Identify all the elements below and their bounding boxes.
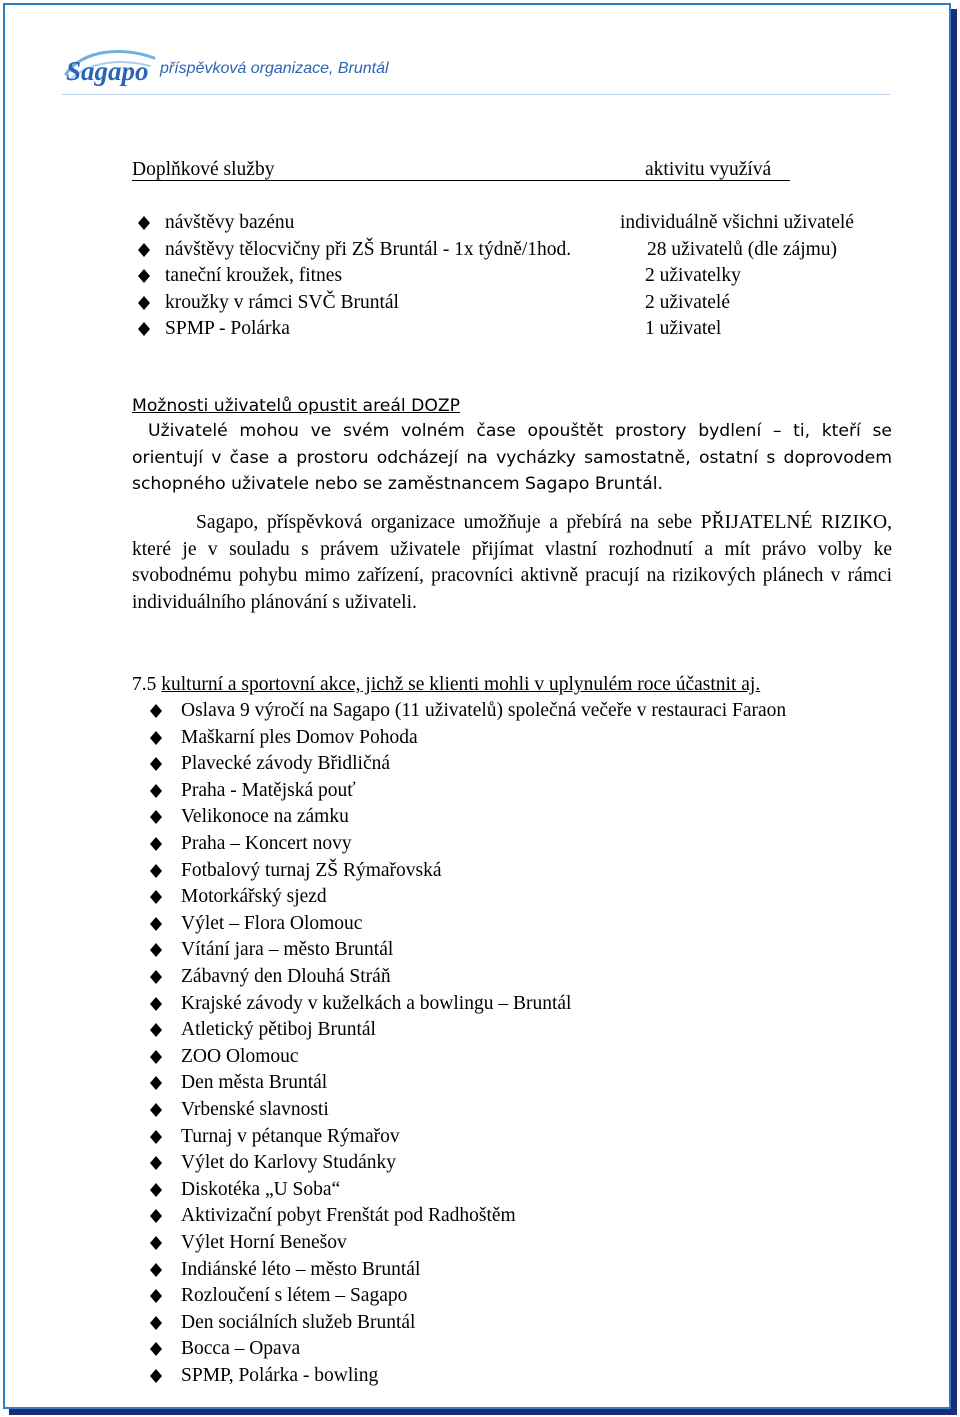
bullet-icon bbox=[138, 322, 150, 336]
page-shadow-right bbox=[951, 9, 957, 1415]
bullet-icon bbox=[150, 997, 162, 1011]
services-header-underline bbox=[132, 180, 790, 181]
event-item: Fotbalový turnaj ZŠ Rýmařovská bbox=[181, 859, 442, 881]
bullet-icon bbox=[150, 1076, 162, 1090]
bullet-icon bbox=[150, 757, 162, 771]
risk-paragraph: Sagapo, příspěvková organizace umožňuje a přebírá na sebe PŘIJATELNÉ RIZIKO, které je v souladu s právem uživatele přijímat vlastní rozhodnutí a mít právo volby ke svobodnému pohybu mimo zařízení, pracovníci aktivně pracují na rizikových plánech v rámci individuálního plánování s uživateli. bbox=[132, 512, 892, 613]
event-item: Bocca – Opava bbox=[181, 1338, 301, 1360]
bullet-icon bbox=[150, 784, 162, 798]
service-usage: 2 uživatelky bbox=[645, 265, 741, 286]
bullet-icon bbox=[150, 943, 162, 957]
bullet-icon bbox=[150, 1289, 162, 1303]
bullet-icon bbox=[150, 1369, 162, 1383]
services-title: Doplňkové služby bbox=[132, 159, 275, 180]
service-usage: 28 uživatelů (dle zájmu) bbox=[647, 238, 838, 260]
bullet-icon bbox=[150, 810, 162, 824]
service-name: SPMP - Polárka bbox=[165, 318, 290, 339]
bullet-icon bbox=[150, 970, 162, 984]
bullet-icon bbox=[150, 1316, 162, 1330]
bullet-icon bbox=[138, 243, 150, 257]
bullet-icon bbox=[150, 731, 162, 745]
service-name: kroužky v rámci SVČ Bruntál bbox=[165, 291, 399, 313]
events-number: 7.5 bbox=[132, 674, 157, 695]
bullet-icon bbox=[138, 269, 150, 283]
bullet-icon bbox=[150, 1342, 162, 1356]
events-title: kulturní a sportovní akce, jichž se klienti mohli v uplynulém roce účastnit aj. bbox=[161, 674, 761, 695]
event-item: Praha - Matějská pouť bbox=[181, 779, 356, 801]
event-item: Výlet do Karlovy Studánky bbox=[181, 1152, 397, 1174]
service-usage: 1 uživatel bbox=[645, 318, 722, 339]
event-item: Den města Bruntál bbox=[181, 1072, 328, 1094]
service-name: návštěvy tělocvičny při ZŠ Bruntál - 1x týdně/1hod. bbox=[165, 238, 572, 260]
event-item: Den sociálních služeb Bruntál bbox=[181, 1311, 416, 1333]
bullet-icon bbox=[150, 1103, 162, 1117]
event-item: SPMP, Polárka - bowling bbox=[181, 1365, 379, 1386]
header-subtitle: příspěvková organizace, Bruntál bbox=[160, 60, 389, 77]
event-item: Výlet Horní Benešov bbox=[181, 1232, 347, 1253]
event-item: Diskotéka „U Soba“ bbox=[181, 1178, 341, 1200]
event-item: Motorkářský sjezd bbox=[181, 886, 327, 908]
event-item: Výlet – Flora Olomouc bbox=[181, 912, 363, 934]
bullet-icon bbox=[150, 1183, 162, 1197]
bullet-icon bbox=[150, 917, 162, 931]
event-item: Velikonoce na zámku bbox=[181, 806, 349, 828]
event-item: Zábavný den Dlouhá Stráň bbox=[181, 966, 391, 987]
event-item: Rozloučení s létem – Sagapo bbox=[181, 1285, 408, 1307]
bullet-icon bbox=[138, 216, 150, 230]
event-item: Atletický pětiboj Bruntál bbox=[181, 1019, 376, 1041]
bullet-icon bbox=[150, 1130, 162, 1144]
event-item: Aktivizační pobyt Frenštát pod Radhoštěm bbox=[181, 1205, 516, 1227]
bullet-icon bbox=[150, 1023, 162, 1037]
service-usage: 2 uživatelé bbox=[645, 291, 730, 313]
header-rule bbox=[62, 94, 890, 95]
event-item: Krajské závody v kuželkách a bowlingu – Bruntál bbox=[181, 992, 572, 1014]
service-usage: individuálně všichni uživatelé bbox=[620, 212, 854, 233]
events-heading bbox=[132, 674, 760, 696]
bullet-icon bbox=[150, 1263, 162, 1277]
bullet-icon bbox=[150, 890, 162, 904]
bullet-icon bbox=[150, 837, 162, 851]
event-item: Maškarní ples Domov Pohoda bbox=[181, 726, 418, 748]
event-item: Vrbenské slavnosti bbox=[181, 1099, 329, 1120]
service-name: taneční kroužek, fitnes bbox=[165, 265, 343, 286]
page-shadow-bottom bbox=[9, 1409, 957, 1415]
service-name: návštěvy bazénu bbox=[165, 212, 295, 233]
leaving-paragraph: Uživatelé mohou ve svém volném čase opouštět prostory bydlení – ti, kteří se orientují v čase a prostoru odcházejí na vycházky samostatně, ostatní s doprovodem schopného uživatele nebo se zaměstnancem Sagapo Bruntál. bbox=[132, 421, 892, 494]
bullet-icon bbox=[138, 296, 150, 310]
event-item: Oslava 9 výročí na Sagapo (11 uživatelů) společná večeře v restauraci Faraon bbox=[181, 700, 787, 721]
event-item: Praha – Koncert novy bbox=[181, 833, 352, 854]
services-column-header: aktivitu využívá bbox=[645, 159, 772, 180]
logo-text: Sagapo bbox=[66, 56, 149, 86]
leaving-title: Možnosti uživatelů opustit areál DOZP bbox=[132, 396, 461, 416]
bullet-icon bbox=[150, 1209, 162, 1223]
bullet-icon bbox=[150, 864, 162, 878]
bullet-icon bbox=[150, 704, 162, 718]
bullet-icon bbox=[150, 1050, 162, 1064]
bullet-icon bbox=[150, 1156, 162, 1170]
event-item: Vítání jara – město Bruntál bbox=[181, 939, 394, 961]
bullet-icon bbox=[150, 1236, 162, 1250]
event-item: ZOO Olomouc bbox=[181, 1045, 299, 1067]
event-item: Plavecké závody Břidličná bbox=[181, 753, 391, 775]
event-item: Turnaj v pétanque Rýmařov bbox=[181, 1125, 400, 1147]
event-item: Indiánské léto – město Bruntál bbox=[181, 1258, 421, 1280]
sagapo-logo bbox=[62, 44, 158, 94]
